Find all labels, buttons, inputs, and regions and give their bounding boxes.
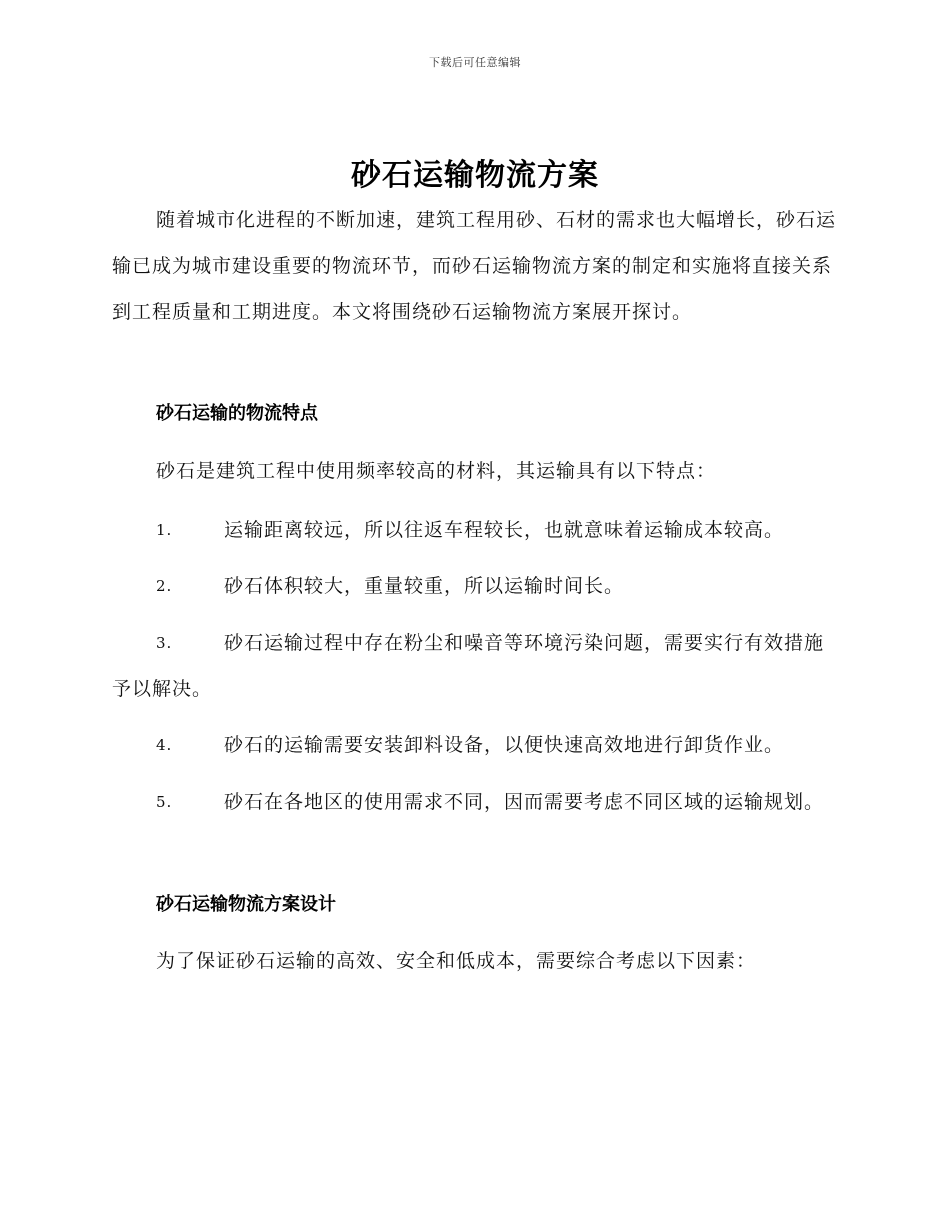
list-item-text: 砂石运输过程中存在粉尘和噪音等环境污染问题，需要实行有效措施予以解决。	[112, 632, 825, 700]
list-item	[112, 507, 838, 553]
section1-lead-paragraph: 砂石是建筑工程中使用频率较高的材料，其运输具有以下特点：	[156, 460, 717, 482]
list-item-text: 砂石体积较大，重量较重，所以运输时间长。	[224, 575, 625, 597]
list-item-number: 5.	[156, 793, 173, 811]
section-heading-plan-design: 砂石运输物流方案设计	[156, 894, 336, 915]
list-item-text: 砂石的运输需要安装卸料设备，以便快速高效地进行卸货作业。	[224, 734, 785, 756]
list-item-text: 砂石在各地区的使用需求不同，因而需要考虑不同区域的运输规划。	[224, 791, 825, 813]
section2-lead-paragraph: 为了保证砂石运输的高效、安全和低成本，需要综合考虑以下因素：	[156, 950, 757, 972]
intro-paragraph: 随着城市化进程的不断加速，建筑工程用砂、石材的需求也大幅增长，砂石运输已成为城市建设重要的物流环节，而砂石运输物流方案的制定和实施将直接关系到工程质量和工期进度。本文将围绕砂石运输物流方案展开探讨。	[112, 209, 837, 323]
list-item-number: 4.	[156, 736, 173, 754]
list-item	[112, 563, 838, 609]
list-item-number: 3.	[156, 634, 173, 652]
list-item-number: 1.	[156, 521, 173, 539]
section-heading-logistics-features: 砂石运输的物流特点	[156, 403, 318, 424]
list-item	[112, 620, 838, 712]
document-title: 砂石运输物流方案	[351, 158, 599, 193]
list-item	[112, 779, 838, 825]
list-item	[112, 722, 838, 768]
list-item-number: 2.	[156, 577, 173, 595]
list-item-text: 运输距离较远，所以往返车程较长，也就意味着运输成本较高。	[224, 519, 785, 541]
page-header: 下载后可任意编辑	[429, 56, 521, 69]
